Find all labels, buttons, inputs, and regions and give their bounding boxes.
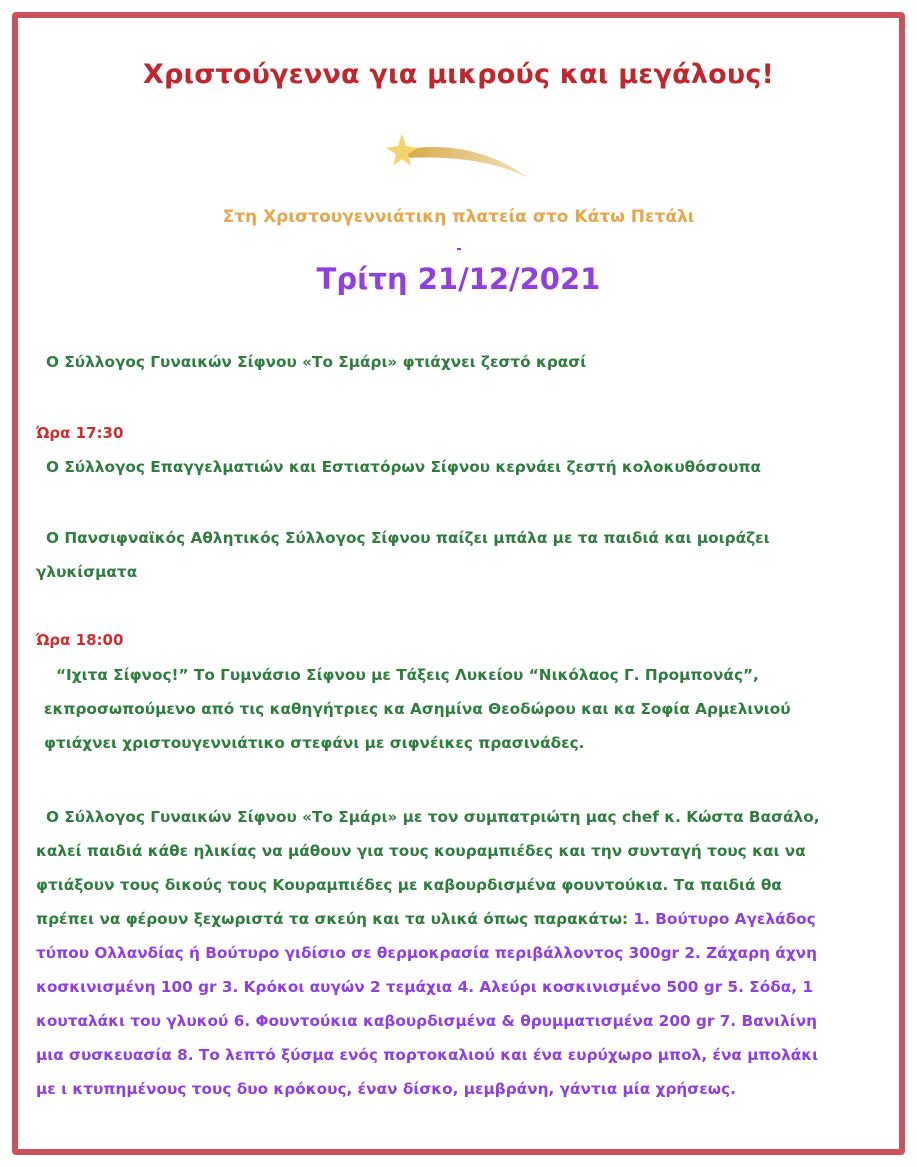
location-subtitle: Στη Χριστουγεννιάτικη πλατεία στο Κάτω Πετάλι [222, 207, 695, 227]
divider-dot [457, 248, 461, 250]
poster-title: Χριστούγεννα για μικρούς και μεγάλους! [142, 59, 775, 90]
paragraph-wreath: “Ιχιτα Σίφνος!” Το Γυμνάσιο Σίφνου με Τάξεις Λυκείου “Νικόλαος Γ. Προμπονάς”, εκπροσωπούμενο από τις καθηγήτριες κα Ασημίνα Θεοδώρου και κα Σοφία Αρμελινιού φτιάχνει χριστουγεννιάτικο στεφάνι με σιφνέικες πρασινάδες. [44, 666, 791, 752]
recipe-intro-line: πρέπει να φέρουν ξεχωριστά τα σκεύη και τα υλικά όπως παρακάτω: 1. Βούτυρο Αγελάδος [36, 910, 816, 928]
time-label-1800: Ώρα 18:00 [36, 631, 124, 649]
paragraph-pumpkin-soup: Ο Σύλλογος Επαγγελματιών και Εστιατόρων Σίφνου κερνάει ζεστή κολοκυθόσουπα [46, 458, 762, 476]
paragraph-football: Ο Πανσιφναϊκός Αθλητικός Σύλλογος Σίφνου παίζει μπάλα με τα παιδιά και μοιράζει γλυκίσματα [36, 529, 770, 581]
paragraph-mulled-wine: Ο Σύλλογος Γυναικών Σίφνου «Το Σμάρι» φτιάχνει ζεστό κρασί [46, 353, 587, 371]
paragraph-kourabiedes: Ο Σύλλογος Γυναικών Σίφνου «Το Σμάρι» με τον συμπατριώτη μας chef κ. Κώστα Βασάλο, καλεί παιδιά κάθε ηλικίας να μάθουν για τους κουραμπιέδες και την συνταγή τους και να φτιάξουν τους δικούς τους Κουραμπιέδες με καβουρδισμένα φουντούκια. Τα παιδιά θα πρέπει να φέρουν ξεχωριστά τα σκεύη και τα υλικά όπως παρακάτω: 1. Βούτυρο Αγελάδος τύπου Ολλανδίας ή Βούτυρο γιδίσιο σε θερμοκρασία περιβάλλοντος 300gr 2. Ζάχαρη άχνη κοσκινισμένη 100 gr 3. Κρόκοι αυγών 2 τεμάχια 4. Αλεύρι κοσκινισμένο 500 gr 5. Σόδα, 1 κουταλάκι του γλυκού 6. Φουντούκια καβουρδισμένα & θρυμματισμένα 200 gr 7. Βανιλίνη μια συσκευασία 8. Το λεπτό ξύσμα ενός πορτοκαλιού και ένα ευρύχωρο μπολ, ένα μπολάκι με ι κτυπημένους τους δυο κρόκους, έναν δίσκο, μεμβράνη, γάντια μία χρήσεως. [46, 800, 886, 1106]
event-date: Τρίτη 21/12/2021 [316, 262, 601, 296]
shooting-star-icon [382, 128, 532, 184]
time-label-1730: Ώρα 17:30 [36, 424, 124, 442]
